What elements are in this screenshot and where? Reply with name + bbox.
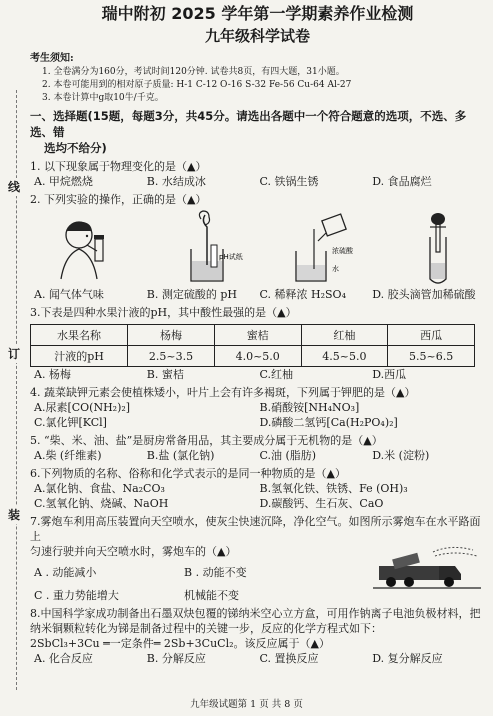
question-7-stem-1: 7.雾炮车利用高压装置向天空喷水，使灰尘快速沉降，净化空气。如图所示雾炮车在水平路面上 [30,515,481,543]
table-cell: 4.0~5.0 [214,346,301,367]
table-header-cell: 蜜桔 [214,325,301,346]
binding-char-order: 订 [8,347,21,361]
question-8-option-b: B. 分解反应 [146,652,206,665]
table-cell: 2.5~3.5 [128,346,215,367]
question-6-option-c: C.氢氧化钠、烧碱、NaOH [34,497,169,510]
binding-char-bind: 装 [8,508,21,522]
question-2-option-c: C. 稀释浓 H₂SO₄ [259,288,346,301]
table-header-cell: 红柚 [301,325,388,346]
question-5-option-b: B.盐 (氯化钠) [146,449,215,462]
question-6-stem: 6.下列物质的名称、俗称和化学式表示的是同一种物质的是（▲） [30,467,346,480]
fog-cannon-truck-figure [373,544,481,592]
question-3-option-d: D.西瓜 [372,368,407,381]
question-6-options [30,481,485,511]
page-footer: 九年级试题第 1 页 共 8 页 [190,699,303,710]
question-1-option-b: B. 水结成冰 [146,175,206,188]
table-header-cell: 杨梅 [128,325,215,346]
question-8-options [30,651,485,666]
question-2-option-b: B. 测定硫酸的 pH [146,288,237,301]
question-3-options [30,367,485,382]
exam-subtitle: 九年级科学试卷 [204,27,310,45]
question-8-option-d: D. 复分解反应 [372,652,443,665]
table-cell: 5.5~6.5 [388,346,475,367]
question-7-option-a: A . 动能减小 [34,566,97,579]
ph-table [30,324,475,367]
question-6-option-a: A.氯化钠、食盐、Na₂CO₃ [34,482,165,495]
question-7-option-c: C . 重力势能增大 [34,589,119,602]
question-1-option-c: C. 铁锅生锈 [259,175,319,188]
question-7-options-row-2 [30,588,334,603]
section-one-heading: 一、选择题(15题，每题3分，共45分。请选出各题中一个符合题意的选项，不选、多选、错 [30,109,467,139]
question-4-option-a: A.尿素[CO(NH₂)₂] [34,401,131,414]
exam-title: 瑞中附初 2025 学年第一学期素养作业检测 [101,4,414,23]
question-5-options [30,448,485,463]
question-2-stem: 2. 下列实验的操作，正确的是（▲） [30,193,207,206]
table-header-cell: 水果名称 [31,325,128,346]
notice-item-1: 1. 全卷满分为160分，考试时间120分钟. 试卷共8页，有四大题，31小题。 [42,67,345,77]
section-one-heading-cont: 选均不给分) [44,141,107,155]
figure-c-dilute-acid [284,209,374,287]
question-7-option-b: B . 动能不变 [184,566,247,579]
acid-label: 浓硫酸 [332,247,354,255]
binding-margin [0,0,30,716]
question-1-stem: 1. 以下现象属于物理变化的是（▲） [30,160,207,173]
water-label: 水 [332,265,340,273]
question-7-option-d: 机械能不变 [184,589,239,602]
question-7 [30,514,485,603]
question-8-option-a: A. 化合反应 [34,652,93,665]
question-6-option-b: B.氢氧化铁、铁锈、Fe (OH)₃ [259,482,408,495]
figure-a-smell-gas [47,209,127,287]
table-cell: 4.5~5.0 [301,346,388,367]
exam-content [30,0,485,666]
question-3-option-a: A. 杨梅 [34,368,71,381]
notice-item-2: 2. 本卷可能用到的相对原子质量: H-1 C-12 O-16 S-32 Fe-56 Cu-64 Al-27 [42,80,352,90]
question-8-option-c: C. 置换反应 [259,652,319,665]
question-4-option-d: D.磷酸二氢钙[Ca(H₂PO₄)₂] [259,416,398,429]
binding-char-line: 线 [8,180,21,194]
question-4-options [30,400,485,430]
table-cell: 汁液的pH [31,346,128,367]
question-2-options [30,287,485,302]
question-1-option-a: A. 甲烷燃烧 [34,175,93,188]
question-6-option-d: D.碳酸钙、生石灰、CaO [259,497,384,510]
question-5-option-d: D.米 (淀粉) [372,449,430,462]
table-header-cell: 西瓜 [388,325,475,346]
ph-paper-label: pH试纸 [218,253,243,261]
question-8-line-1: 8.中国科学家成功制备出石墨双炔包覆的锑纳米空心立方盒，可用作钠离子电池负极材料，把 [30,607,481,620]
question-2-option-a: A. 闻气体气味 [34,288,104,301]
figure-d-dropper [408,209,468,287]
notice-item-3: 3. 本卷计算中g取10牛/千克。 [42,93,164,103]
question-7-options-row-1 [30,565,334,580]
question-1-option-d: D. 食品腐烂 [372,175,432,188]
question-7-stem-2: 匀速行驶并向天空喷水时，雾炮车的（▲） [30,545,237,558]
question-8-line-2: 纳米铜颗粒转化为锑是制备过程中的关键一步，反应的化学方程式如下： [30,622,382,635]
table-row [31,325,475,346]
figure-b-ph-test [161,209,251,287]
notice-title: 考生须知: [30,53,74,64]
question-5-option-a: A.柴 (纤维素) [34,449,102,462]
question-5-option-c: C.油 (脂肪) [259,449,317,462]
table-row [31,346,475,367]
question-2-option-d: D. 胶头滴管加稀硫酸 [372,288,476,301]
question-3-option-b: B. 蜜桔 [146,368,184,381]
question-8-equation: 2SbCl₃+3Cu ═一定条件═ 2Sb+3CuCl₂。该反应属于（▲） [30,637,330,650]
question-4-option-c: C.氯化钾[KCl] [34,416,107,429]
question-4-stem: 4. 蔬菜缺钾元素会使植株矮小，叶片上会有许多褐斑，下列属于钾肥的是（▲） [30,386,416,399]
question-5-stem: 5. “柴、米、油、盐”是厨房常备用品，其主要成分属于无机物的是（▲） [30,434,383,447]
question-3-option-c: C.红柚 [259,368,294,381]
question-4-option-b: B.硝酸铵[NH₄NO₃] [259,401,360,414]
question-1-options [30,174,485,189]
question-2-figures [30,209,485,287]
question-3-stem: 3.下表是四种水果汁液的pH，其中酸性最强的是（▲） [30,306,297,319]
